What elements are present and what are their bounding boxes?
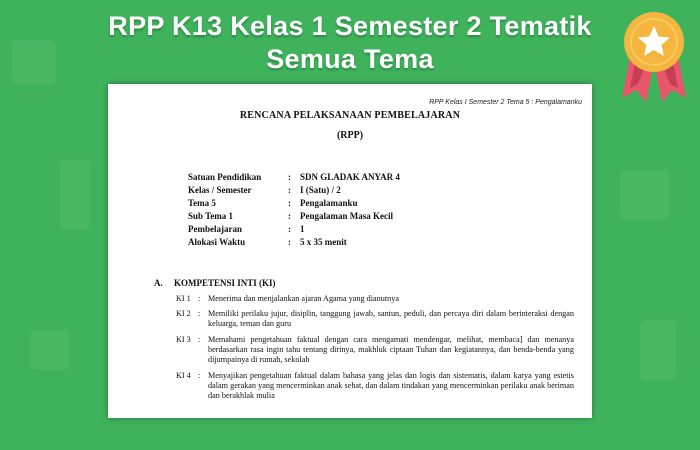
ki-label: KI 4 bbox=[176, 371, 191, 380]
section-title: KOMPETENSI INTI (KI) bbox=[174, 278, 276, 288]
identity-label: Satuan Pendidikan bbox=[188, 172, 262, 182]
ki-separator: : bbox=[198, 309, 201, 318]
identity-value: Pengalaman Masa Kecil bbox=[300, 211, 393, 221]
ki-text: Memiliki perilaku jujur, disiplin, tanggung jawab, santun, peduli, dan percaya diri dalam berinteraksi dengan keluarga, teman dan guru bbox=[208, 309, 574, 328]
identity-separator: : bbox=[288, 185, 291, 195]
identity-value: 5 x 35 menit bbox=[300, 237, 347, 247]
document-title: RENCANA PELAKSANAAN PEMBELAJARAN bbox=[239, 110, 461, 121]
identity-label: Alokasi Waktu bbox=[188, 237, 246, 247]
banner-title-line-2: Semua Tema bbox=[266, 44, 434, 74]
identity-label: Pembelajaran bbox=[188, 224, 242, 234]
document-page bbox=[108, 84, 592, 418]
identity-label: Tema 5 bbox=[188, 198, 216, 208]
identity-value: SDN GLADAK ANYAR 4 bbox=[300, 172, 400, 182]
identity-value: Pengalamanku bbox=[300, 198, 358, 208]
identity-separator: : bbox=[288, 224, 291, 234]
ki-text: Menerima dan menjalankan ajaran Agama yang dianutnya bbox=[208, 294, 399, 303]
decor-shape bbox=[620, 170, 670, 220]
banner-title-line-1: RPP K13 Kelas 1 Semester 2 Tematik bbox=[108, 11, 592, 41]
decor-shape bbox=[12, 40, 56, 84]
identity-label: Kelas / Semester bbox=[188, 185, 252, 195]
identity-separator: : bbox=[288, 172, 291, 182]
decor-shape bbox=[640, 320, 676, 380]
ki-separator: : bbox=[198, 335, 201, 344]
identity-value: I (Satu) / 2 bbox=[300, 185, 341, 195]
identity-separator: : bbox=[288, 211, 291, 221]
document-subtitle: (RPP) bbox=[336, 130, 364, 141]
ki-separator: : bbox=[198, 371, 201, 380]
ki-label: KI 1 bbox=[176, 294, 191, 303]
ki-text: Menyajikan pengetahuan faktual dalam bahasa yang jelas dan logis dan sistematis, dalam karya yang estetis dalam gerakan yang mencerminkan anak sehat, dan dalam tindakan yang mencerminkan perilaku anak beriman dan berakhlak mulia bbox=[208, 371, 574, 400]
identity-label: Sub Tema 1 bbox=[188, 211, 234, 221]
award-badge-icon bbox=[616, 6, 692, 106]
ki-separator: : bbox=[198, 294, 201, 303]
identity-value: 1 bbox=[300, 224, 305, 234]
ki-label: KI 2 bbox=[176, 309, 191, 318]
header-note: RPP Kelas I Semester 2 Tema 5 : Pengalamanku bbox=[429, 99, 582, 106]
decor-shape bbox=[60, 160, 90, 230]
identity-separator: : bbox=[288, 198, 291, 208]
ki-label: KI 3 bbox=[176, 335, 191, 344]
decor-shape bbox=[30, 330, 70, 370]
ki-text: Memahami pengetahuan faktual dengan cara mengamati mendengar, melihat, membaca] dan menanya berdasarkan rasa ingin tahu tentang dirinya, makhluk ciptaan Tuhan dan kegiatannya, dan benda-benda yang dijumpainya di rumah, sekolah bbox=[208, 335, 574, 364]
section-letter: A. bbox=[154, 278, 163, 288]
identity-separator: : bbox=[288, 237, 291, 247]
banner-title bbox=[60, 10, 640, 76]
